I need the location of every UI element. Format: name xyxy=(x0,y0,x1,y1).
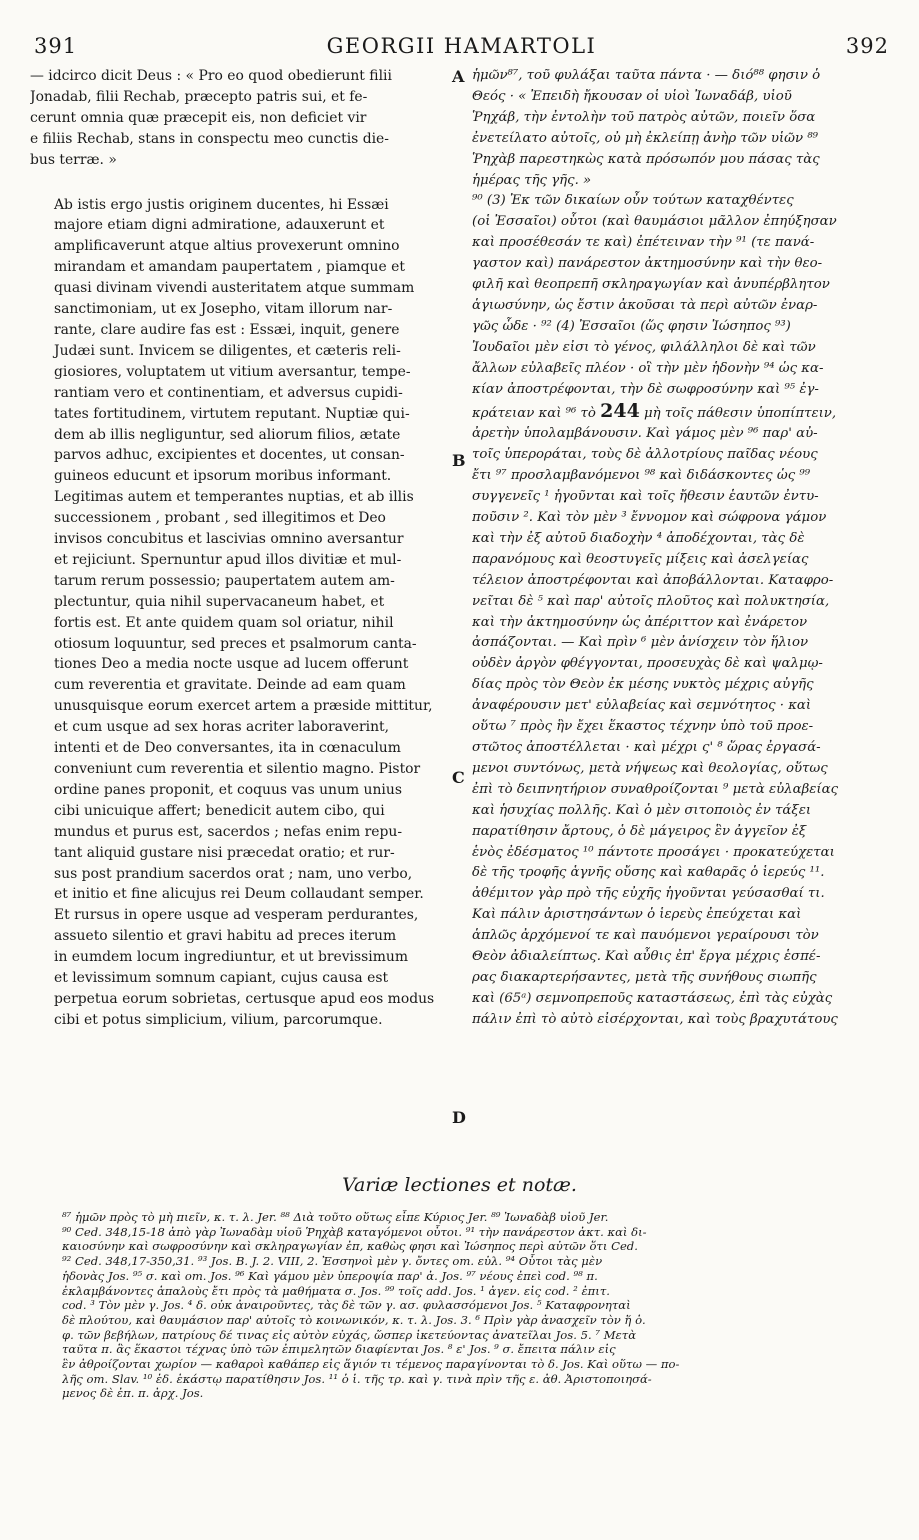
latin-text-line: tiones Deo a media nocte usque ad lucem offerunt xyxy=(54,656,409,673)
greek-text-line: ἀναφέρουσιν μετ' εὐλαβείας καὶ σεμνότητος · καὶ xyxy=(472,698,812,714)
greek-text-line: κίαν ἀποστρέφονται, τὴν δὲ σωφροσύνην καὶ ⁹⁵ ἐγ- xyxy=(472,381,819,397)
note-line: cod. ³ Τὸν μὲν γ. Jos. ⁴ δ. οὐκ ἀναιροῦντες, τὰς δὲ τῶν γ. ασ. φυλασσόμενοι Jos. ⁵ Καταφρονηταὶ xyxy=(62,1298,631,1313)
greek-text-line: ἔτι ⁹⁷ προσλαμβανόμενοι ⁹⁸ καὶ διδάσκοντες ὡς ⁹⁹ xyxy=(472,468,811,484)
latin-text-line: et levissimum somnum capiant, cujus causa est xyxy=(54,970,389,987)
greek-text-line: Καὶ πάλιν ἀριστησάντων ὁ ἱερεὺς ἐπεύχεται καὶ xyxy=(472,907,802,923)
greek-text-line: καὶ τὴν ἐξ αὐτοῦ διαδοχὴν ⁴ ἀποδέχονται, τὰς δὲ xyxy=(472,530,805,546)
note-line: ἓν ἀθροίζονται χωρίον — καθαροὶ καθάπερ εἰς ἅγιόν τι τέμενος παραγίνονται τὸ δ. Jos. Καὶ οὕτω — πο- xyxy=(62,1357,680,1372)
latin-text-line: cibi et potus simplicium, vilium, parcorumque. xyxy=(54,1011,383,1028)
latin-text-line: tates fortitudinem, virtutem reputant. Nuptiæ qui- xyxy=(54,405,410,422)
latin-text-line: cum reverentia et gravitate. Deinde ad eam quam xyxy=(54,677,406,694)
latin-text-line: intenti et de Deo conversantes, ita in cœnaculum xyxy=(54,740,401,757)
greek-text-line: στῶτος ἀποστέλλεται · καὶ μέχρι ς' ⁸ ὥρας ἐργασά- xyxy=(472,740,821,755)
greek-text-line: τέλειον ἀποστρέφονται καὶ ἀποβάλλονται. Καταφρο- xyxy=(472,572,834,588)
latin-text-line: invisos concubitus et lascivias omnino aversantur xyxy=(54,531,404,548)
section-marker-d: D xyxy=(452,1108,466,1127)
note-line: δὲ πλούτου, καὶ θαυμάσιον παρ' αὐτοῖς τὸ κοινωνικόν, κ. τ. λ. Jos. 3. ⁶ Πρὶν γὰρ ἀνασχεῖν τὸν ἥ ὁ. xyxy=(62,1312,646,1327)
greek-text-line: καὶ τὴν ἀκτημοσύνην ὡς ἀπέριττον καὶ ἐνάρετον xyxy=(472,614,808,630)
latin-column xyxy=(30,66,450,1031)
latin-text-line: conveniunt cum reverentia et silentio magno. Pistor xyxy=(54,761,421,777)
latin-text-line: dem ab illis negliguntur, sed aliorum filios, ætate xyxy=(54,426,401,443)
latin-text-line: giosiores, voluptatem ut vitium aversantur, tempe- xyxy=(54,363,411,380)
note-line: λῆς om. Slav. ¹⁰ ἑδ. ἑκάστῳ παρατίθησιν Jos. ¹¹ ὁ ἱ. τῆς τρ. καὶ γ. τινὰ πρὶν τῆς ε. ἀθ. Ἀριστοποιησά- xyxy=(62,1371,652,1386)
greek-text-line: τοῖς ὑπεροράται, τοὺς δὲ ἀλλοτρίους παῖδας νέους xyxy=(472,447,818,463)
latin-text-line: mundus et purus est, sacerdos ; nefas enim repu- xyxy=(54,823,403,840)
greek-ref-suffix: μὴ τοῖς πάθεσιν ὑποπίπτειν, xyxy=(639,405,837,421)
latin-text-line: rantiam vero et continentiam, et adversus cupidi- xyxy=(54,384,403,401)
section-marker-a: A xyxy=(452,67,465,86)
latin-text-line: tarum rerum possessio; paupertatem autem am- xyxy=(54,572,395,589)
greek-text-line: ἑνὸς ἐδέσματος ¹⁰ πάντοτε προσάγει · προκατεύχεται xyxy=(472,844,835,860)
note-line: ταῦτα π. ἃς ἕκαστοι τέχνας ὑπὸ τῶν ἐπιμελητῶν διαφίενται Jos. ⁸ ε' Jos. ⁹ σ. ἔπειτα πάλιν εἰς xyxy=(62,1342,616,1357)
greek-text-line: ἁπλῶς ἀρχόμενοί τε καὶ παυόμενοι γεραίρουσι τὸν xyxy=(472,928,819,944)
greek-text-line: ἀρετὴν ὑπολαμβάνουσιν. Καὶ γάμος μὲν ⁹⁶ παρ' αὐ- xyxy=(472,426,818,442)
latin-text-line: Jonadab, filii Rechab, præcepto patris sui, et fe- xyxy=(30,88,368,105)
greek-text-line: φιλῆ καὶ θεοπρεπῆ σκληραγωγίαν καὶ ἀνυπέρβλητον xyxy=(472,277,830,293)
page-number-left: 391 xyxy=(34,34,78,58)
greek-text-line: (οἱ Ἐσσαῖοι) οὗτοι (καὶ θαυμάσιοι μᾶλλον ἐπηύξησαν xyxy=(472,214,837,230)
greek-text-line: ἐνετείλατο αὐτοῖς, οὐ μὴ ἐκλείπῃ ἀνὴρ τῶν υἱῶν ⁸⁹ xyxy=(472,130,818,146)
greek-text-line: Θεὸν ἀδιαλείπτως. Καὶ αὖθις ἐπ' ἔργα μέχρις ἑσπέ- xyxy=(472,949,821,965)
greek-text-line: μενοι συντόνως, μετὰ νήψεως καὶ θεολογίας, οὕτως xyxy=(472,760,828,776)
page-number-right: 392 xyxy=(845,34,889,58)
greek-text-line: ἀσπάζονται. — Καὶ πρὶν ⁶ μὲν ἀνίσχειν τὸν ἥλιον xyxy=(472,635,809,651)
latin-text-line: unusquisque eorum exercet artem a præside mittitur, xyxy=(54,698,433,715)
latin-text-line: Et rursus in opere usque ad vesperam perdurantes, xyxy=(54,907,419,924)
greek-text-line: καὶ προσέθεσάν τε καὶ) ἐπέτειναν τὴν ⁹¹ (τε πανά- xyxy=(472,235,815,251)
latin-text-line: Ab istis ergo justis originem ducentes, hi Essæi xyxy=(54,196,389,213)
greek-text-line: οὐδὲν ἀργὸν φθέγγονται, προσευχὰς δὲ καὶ ψαλμῳ- xyxy=(472,656,823,672)
greek-text-before-ref xyxy=(472,66,884,401)
greek-ref-line xyxy=(472,401,884,425)
greek-text-line: οὕτω ⁷ πρὸς ἣν ἔχει ἕκαστος τέχνην ὑπὸ τοῦ προε- xyxy=(472,719,814,735)
latin-text-line: cibi unicuique affert; benedicit autem cibo, qui xyxy=(54,802,385,819)
latin-text-line: et initio et fine alicujus rei Deum collaudant semper. xyxy=(54,886,424,903)
latin-text-line: in eumdem locum ingrediuntur, et ut brevissimum xyxy=(54,949,408,966)
note-line: ⁹² Ced. 348,17-350,31. ⁹³ Jos. B. J. 2. VIII, 2. Ἐσσηνοὶ μὲν γ. ὄντες om. εὐλ. ⁹⁴ Οὗτοι τὰς μὲν xyxy=(62,1254,603,1269)
reference-number: 244 xyxy=(600,400,640,422)
greek-text-line: συγγενεῖς ¹ ἡγοῦνται καὶ τοῖς ἤθεσιν ἑαυτῶν ἐντυ- xyxy=(472,489,819,505)
latin-text-line: Legitimas autem et temperantes nuptias, et ab illis xyxy=(54,489,414,506)
latin-text-line: et cum usque ad sex horas acriter laboraverint, xyxy=(54,719,390,736)
greek-column xyxy=(472,66,884,1031)
greek-text-line: νεῖται δὲ ⁵ καὶ παρ' αὐτοῖς πλοῦτος καὶ πολυκτησία, xyxy=(472,593,830,609)
latin-text-line: bus terræ. » xyxy=(30,151,117,168)
latin-text-line: sanctimoniam, ut ex Josepho, vitam illorum nar- xyxy=(54,301,393,318)
page-header xyxy=(34,34,889,62)
section-marker-b: B xyxy=(452,451,466,470)
greek-text-line: καὶ ἡσυχίας πολλῆς. Καὶ ὁ μὲν σιτοποιὸς ἐν τάξει xyxy=(472,802,812,818)
note-line: ⁸⁷ ἡμῶν πρὸς τὸ μὴ πιεῖν, κ. τ. λ. Jer. ⁸⁸ Διὰ τοῦτο οὕτως εἶπε Κύριος Jer. ⁸⁹ Ἰωναδὰβ υἱοῦ Jer. xyxy=(62,1210,609,1224)
latin-text-line: Judæi sunt. Invicem se diligentes, et cæteris reli- xyxy=(54,342,401,359)
greek-text-line: Ῥηχάβ, τὴν ἐντολὴν τοῦ πατρὸς αὐτῶν, ποιεῖν ὅσα xyxy=(472,109,816,125)
latin-text-line: plectuntur, quia nihil supervacaneum habet, et xyxy=(54,593,385,610)
running-title: GEORGII HAMARTOLI xyxy=(326,34,597,58)
greek-text-line: ἡμῶν⁸⁷, τοῦ φυλάξαι ταῦτα πάντα · — διό⁸⁸ φησιν ὁ xyxy=(472,68,821,83)
variant-notes xyxy=(62,1210,888,1401)
note-line: φ. τῶν βεβήλων, πατρίους δέ τινας εἰς αὐτὸν εὐχάς, ὥσπερ ἱκετεύοντας ἀνατεῖλαι Jos. 5. ⁷ Μετὰ xyxy=(62,1327,637,1342)
greek-text-line: Θεός · « Ἐπειδὴ ἤκουσαν οἱ υἱοὶ Ἰωναδάβ, υἱοῦ xyxy=(472,88,792,104)
latin-paragraph-2 xyxy=(30,195,450,1031)
latin-text-line: fortis est. Et ante quidem quam sol oriatur, nihil xyxy=(54,614,394,631)
latin-text-line: majore etiam digni admiratione, adauxerunt et xyxy=(54,217,385,234)
latin-text-line: rante, clare audire fas est : Essæi, inquit, genere xyxy=(54,321,400,338)
greek-text-line: ⁹⁰ (3) Ἐκ τῶν δικαίων οὖν τούτων καταχθέντες xyxy=(472,193,794,209)
note-line: ἡδονὰς Jos. ⁹⁵ σ. καὶ om. Jos. ⁹⁶ Καὶ γάμου μὲν ὑπεροψία παρ' ἀ. Jos. ⁹⁷ νέους ἐπεὶ cod. ⁹⁸ π. xyxy=(62,1268,598,1283)
latin-text-line: e filiis Rechab, stans in conspectu meo cunctis die- xyxy=(30,130,389,147)
latin-text-line: — idcirco dicit Deus : « Pro eo quod obedierunt filii xyxy=(30,68,392,84)
greek-text-line: ἐπὶ τὸ δειπνητήριον συναθροίζονται ⁹ μετὰ εὐλαβείας xyxy=(472,781,839,797)
greek-text-line: ρας διακαρτερήσαντες, μετὰ τῆς συνήθους σιωπῆς xyxy=(472,969,817,985)
latin-text-line: sus post prandium sacerdos orat ; nam, uno verbo, xyxy=(54,865,413,882)
greek-text-line: παρανόμους καὶ θεοστυγεῖς μίξεις καὶ ἀσελγείας xyxy=(472,551,809,567)
greek-text-line: πάλιν ἐπὶ τὸ αὐτὸ εἰσέρχονται, καὶ τοὺς βραχυτάτους xyxy=(472,1011,838,1027)
greek-text-after-ref xyxy=(472,424,884,1030)
latin-text-line: successionem , probant , sed illegitimos et Deo xyxy=(54,510,386,527)
latin-text-line: quasi divinam vivendi austeritatem atque summam xyxy=(54,280,415,297)
greek-text-line: καὶ (65ᵃ) σεμνοπρεποῦς καταστάσεως, ἐπὶ τὰς εὐχὰς xyxy=(472,990,833,1006)
greek-text-line: Ῥηχὰβ παρεστηκὼς κατὰ πρόσωπόν μου πάσας τὰς xyxy=(472,151,820,167)
latin-text-line: assueto silentio et gravi habitu ad preces iterum xyxy=(54,928,397,945)
latin-text-line: tant aliquid gustare nisi præcedat oratio; et rur- xyxy=(54,844,395,861)
latin-text-line: cerunt omnia quæ præcepit eis, non deficiet vir xyxy=(30,109,367,126)
latin-text-line: guineos educunt et ipsorum moribus informant. xyxy=(54,468,392,485)
section-marker-c: C xyxy=(452,768,465,787)
latin-paragraph-1 xyxy=(30,66,450,171)
note-line: ⁹⁰ Ced. 348,15-18 ἀπὸ γὰρ Ἰωναδὰμ υἱοῦ Ῥηχὰβ καταγόμενοι οὗτοι. ⁹¹ τὴν πανάρεστον ἀκτ. καὶ δι- xyxy=(62,1224,647,1239)
note-line: ἐκλαμβάνοντες ἁπαλοὺς ἔτι πρὸς τὰ μαθήματα σ. Jos. ⁹⁹ τοῖς add. Jos. ¹ ἀγεν. εἰς cod. ² ἐπιτ. xyxy=(62,1283,610,1298)
greek-ref-prefix: κράτειαν καὶ ⁹⁶ τὸ xyxy=(472,405,601,421)
latin-text-line: parvos adhuc, excipientes et docentes, ut consan- xyxy=(54,447,405,464)
greek-text-line: δὲ τῆς τροφῆς ἁγνῆς οὔσης καὶ καθαρᾶς ὁ ἱερεύς ¹¹. xyxy=(472,865,825,881)
greek-text-line: γαστον καὶ) πανάρεστον ἀκτημοσύνην καὶ τὴν θεο- xyxy=(472,256,823,272)
notes-title: Variæ lectiones et notæ. xyxy=(342,1174,577,1196)
greek-text-line: ἡμέρας τῆς γῆς. » xyxy=(472,172,592,188)
note-line: μενος δὲ ἐπ. π. ἀρχ. Jos. xyxy=(62,1386,204,1401)
latin-text-line: ordine panes proponit, et coquus vas unum unius xyxy=(54,781,402,798)
greek-text-line: δίας πρὸς τὸν Θεὸν ἐκ μέσης νυκτὸς μέχρις αὐγῆς xyxy=(472,677,814,693)
latin-text-line: amplificaverunt atque altius provexerunt omnino xyxy=(54,238,400,255)
note-line: καιοσύνην καὶ σωφροσύνην καὶ σκληραγωγίαν ἐπ, καθὼς φησι καὶ Ἰώσηπος περὶ αὐτῶν ὅτι Ced. xyxy=(62,1239,638,1254)
greek-text-line: Ἰουδαῖοι μὲν εἰσι τὸ γένος, φιλάλληλοι δὲ καὶ τῶν xyxy=(472,339,816,355)
greek-text-line: ἄλλων εὐλαβεῖς πλέον · οἳ τὴν μὲν ἡδονὴν ⁹⁴ ὡς κα- xyxy=(472,360,824,376)
latin-text-line: otiosum loquuntur, sed preces et psalmorum canta- xyxy=(54,635,417,652)
latin-text-line: perpetua eorum sobrietas, certusque apud eos modus xyxy=(54,990,435,1007)
greek-text-line: ἀθέμιτον γὰρ πρὸ τῆς εὐχῆς ἡγοῦνται γεύσασθαί τι. xyxy=(472,886,825,902)
greek-text-line: ποῦσιν ². Καὶ τὸν μὲν ³ ἔννομον καὶ σώφρονα γάμον xyxy=(472,510,827,526)
greek-text-line: ἁγιωσύνην, ὡς ἔστιν ἀκοῦσαι τὰ περὶ αὐτῶν ἐναρ- xyxy=(472,297,818,313)
greek-text-line: παρατίθησιν ἄρτους, ὁ δὲ μάγειρος ἓν ἀγγεῖον ἐξ xyxy=(472,823,807,839)
latin-text-line: et rejiciunt. Spernuntur apud illos divitiæ et mul- xyxy=(54,551,402,568)
latin-text-line: mirandam et amandam paupertatem , piamque et xyxy=(54,259,405,276)
greek-text-line: γῶς ὧδε · ⁹² (4) Ἐσσαῖοι (ὥς φησιν Ἰώσηπος ⁹³) xyxy=(472,318,791,334)
